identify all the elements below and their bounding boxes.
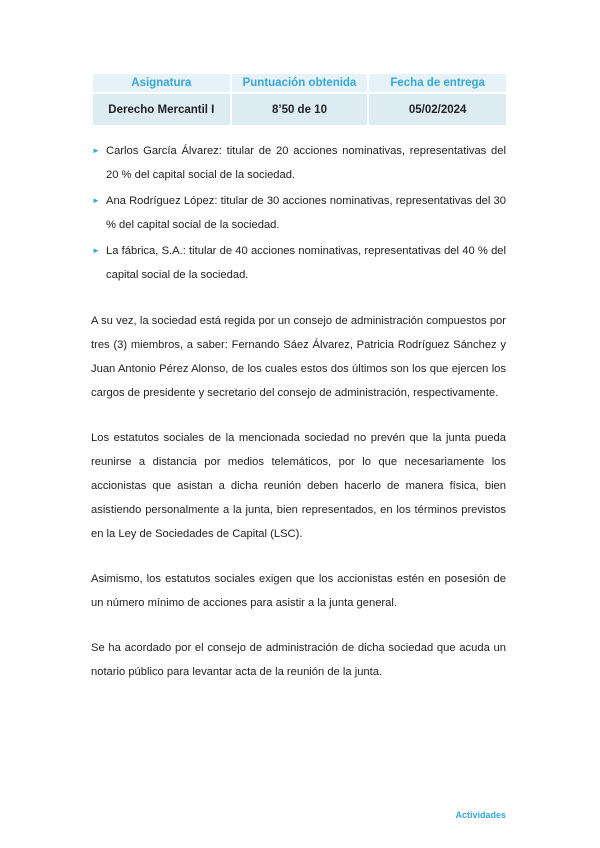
triangle-bullet-icon: ► xyxy=(92,196,100,205)
paragraph-notary: Se ha acordado por el consejo de administración de dicha sociedad que acuda un notario público para levantar acta de la reunión de la junta. xyxy=(91,642,506,678)
triangle-bullet-icon: ► xyxy=(92,146,100,155)
paragraph-minimum-shares: Asimismo, los estatutos sociales exigen que los accionistas estén en posesión de un número mínimo de acciones para asistir a la junta general. xyxy=(91,573,506,609)
paragraph-board: A su vez, la sociedad está regida por un consejo de administración compuestos por tres (3) miembros, a saber: Fernando Sáez Álvarez, Patricia Rodríguez Sánchez y Juan Antonio Pérez Alonso, de los cuales estos dos últimos son los que ejercen los cargos de presidente y secretario del consejo de administración, respectivamente. xyxy=(91,315,506,399)
shareholder-list xyxy=(91,139,506,287)
footer-label: Actividades xyxy=(455,810,506,820)
paragraph-statutes: Los estatutos sociales de la mencionada sociedad no prevén que la junta pueda reunirse a distancia por medios telemáticos, por lo que necesariamente los accionistas que asistan a dicha reunión deben hacerlo de manera física, bien asistiendo personalmente a la junta, bien representados, en los términos previstos en la Ley de Sociedades de Capital (LSC). xyxy=(91,432,506,540)
header-puntuacion: Puntuación obtenida xyxy=(231,74,369,93)
list-item xyxy=(91,239,506,287)
cell-asignatura: Derecho Mercantil I xyxy=(93,93,231,125)
cell-fecha: 05/02/2024 xyxy=(368,93,506,125)
header-asignatura: Asignatura xyxy=(93,74,231,93)
header-table xyxy=(93,74,506,125)
list-item-text: La fábrica, S.A.: titular de 40 acciones nominativas, representativas del 40 % del capital social de la sociedad. xyxy=(106,245,506,281)
table-row xyxy=(93,93,506,125)
header-row xyxy=(93,74,506,93)
list-item xyxy=(91,139,506,187)
triangle-bullet-icon: ► xyxy=(92,246,100,255)
document-body xyxy=(91,139,506,684)
list-item xyxy=(91,189,506,237)
header-fecha: Fecha de entrega xyxy=(368,74,506,93)
list-item-text: Ana Rodríguez López: titular de 30 acciones nominativas, representativas del 30 % del capital social de la sociedad. xyxy=(106,195,506,231)
list-item-text: Carlos García Álvarez: titular de 20 acciones nominativas, representativas del 20 % del capital social de la sociedad. xyxy=(106,145,506,181)
cell-puntuacion: 8’50 de 10 xyxy=(231,93,369,125)
